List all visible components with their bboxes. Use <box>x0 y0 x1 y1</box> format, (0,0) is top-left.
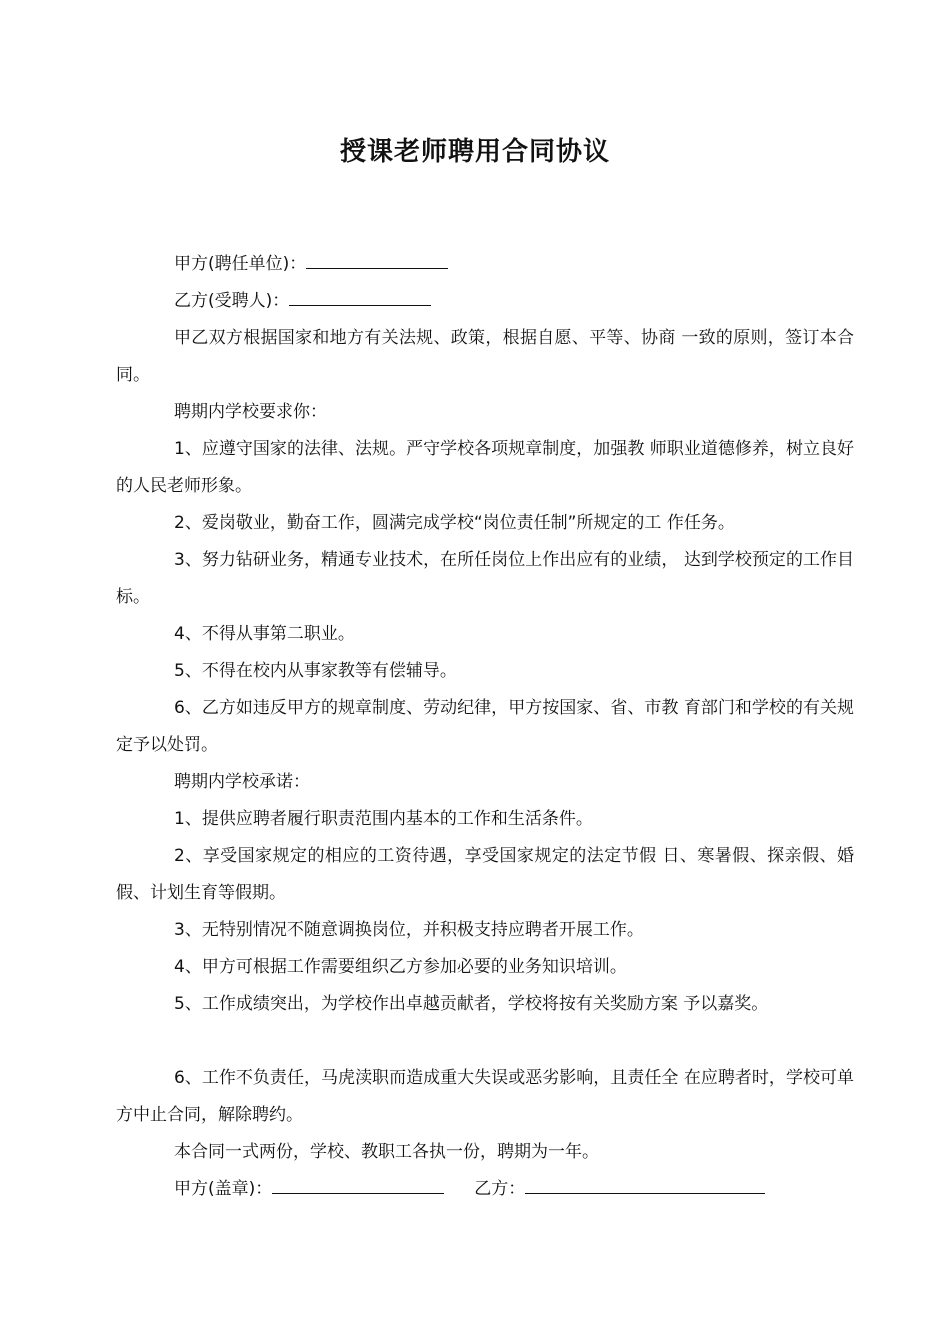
requirements-heading: 聘期内学校要求你： <box>174 402 327 422</box>
requirement-item: 6、乙方如违反甲方的规章制度、劳动纪律，甲方按国家、省、市教 育部门和学校的有关规定予以处罚。 <box>116 698 854 755</box>
requirement-item: 2、爱岗敬业，勤奋工作，圆满完成学校“岗位责任制”所规定的工 作任务。 <box>174 513 735 533</box>
commitment-item: 1、提供应聘者履行职责范围内基本的工作和生活条件。 <box>174 809 593 829</box>
signature-line <box>116 1171 854 1208</box>
paragraph-gap <box>116 1023 854 1060</box>
party-a-blank[interactable] <box>306 254 448 269</box>
party-a-line <box>116 246 854 283</box>
closing-paragraph: 本合同一式两份，学校、教职工各执一份，聘期为一年。 <box>174 1142 599 1162</box>
commitment-item: 5、工作成绩突出，为学校作出卓越贡献者，学校将按有关奖励方案 予以嘉奖。 <box>174 994 769 1014</box>
requirement-item: 4、不得从事第二职业。 <box>174 624 355 644</box>
requirement-item: 5、不得在校内从事家教等有偿辅导。 <box>174 661 457 681</box>
document-body <box>116 246 854 1208</box>
commitment-item: 3、无特别情况不随意调换岗位，并积极支持应聘者开展工作。 <box>174 920 644 940</box>
party-b-blank[interactable] <box>289 291 431 306</box>
party-b-line <box>116 283 854 320</box>
requirement-item: 1、应遵守国家的法律、法规。严守学校各项规章制度，加强教 师职业道德修养，树立良好的人民老师形象。 <box>116 439 854 496</box>
sign-a-blank[interactable] <box>272 1179 444 1194</box>
party-b-label: 乙方(受聘人)： <box>174 291 290 311</box>
commitments-heading: 聘期内学校承诺： <box>174 772 310 792</box>
page-title: 授课老师聘用合同协议 <box>339 137 610 167</box>
commitment-item: 4、甲方可根据工作需要组织乙方参加必要的业务知识培训。 <box>174 957 627 977</box>
intro-paragraph: 甲乙双方根据国家和地方有关法规、政策，根据自愿、平等、协商 一致的原则，签订本合同。 <box>116 328 854 385</box>
commitment-item: 2、享受国家规定的相应的工资待遇，享受国家规定的法定节假 日、寒暑假、探亲假、婚假、计划生育等假期。 <box>116 846 854 903</box>
party-a-label: 甲方(聘任单位)： <box>174 254 307 274</box>
sign-a-label: 甲方(盖章)： <box>174 1179 273 1199</box>
commitment-item: 6、工作不负责任，马虎渎职而造成重大失误或恶劣影响，且责任全 在应聘者时，学校可单方中止合同，解除聘约。 <box>116 1068 854 1125</box>
requirement-item: 3、努力钻研业务，精通专业技术，在所任岗位上作出应有的业绩， 达到学校预定的工作目标。 <box>116 550 854 607</box>
sign-b-label: 乙方： <box>474 1179 526 1199</box>
sign-b-blank[interactable] <box>525 1179 765 1194</box>
